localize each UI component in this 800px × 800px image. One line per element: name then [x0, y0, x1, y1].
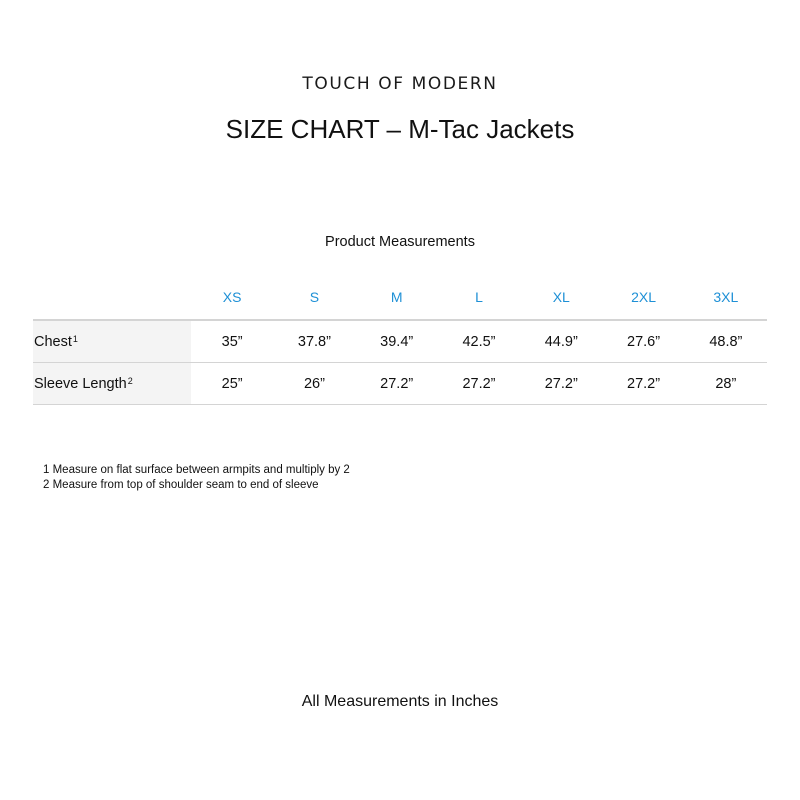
- footnote-2: 2 Measure from top of shoulder seam to end of sleeve: [43, 479, 319, 491]
- table-cell: 27.2”: [602, 363, 684, 405]
- size-header-l: L: [438, 275, 520, 320]
- row-label-text: Chest: [34, 333, 72, 350]
- size-header-2xl: 2XL: [602, 275, 684, 320]
- size-chart-table: [33, 275, 767, 405]
- row-label-sleeve-length: [33, 363, 191, 405]
- brand-logo: TOUCH OF MODERN: [302, 74, 498, 94]
- footnote-1: 1 Measure on flat surface between armpits and multiply by 2: [43, 464, 350, 476]
- table-cell: 27.2”: [356, 363, 438, 405]
- size-header-s: S: [273, 275, 355, 320]
- table-cell: 39.4”: [356, 320, 438, 363]
- header-corner-cell: [33, 275, 191, 320]
- table-cell: 27.6”: [602, 320, 684, 363]
- table-cell: 28”: [685, 363, 767, 405]
- table-caption: Product Measurements: [325, 234, 475, 250]
- table-cell: 42.5”: [438, 320, 520, 363]
- table-cell: 26”: [273, 363, 355, 405]
- size-header-m: M: [356, 275, 438, 320]
- table-cell: 27.2”: [520, 363, 602, 405]
- size-header-3xl: 3XL: [685, 275, 767, 320]
- size-header-row: [33, 275, 767, 320]
- table-cell: 25”: [191, 363, 273, 405]
- size-header-xl: XL: [520, 275, 602, 320]
- table-cell: 48.8”: [685, 320, 767, 363]
- table-cell: 37.8”: [273, 320, 355, 363]
- table-cell: 27.2”: [438, 363, 520, 405]
- size-header-xs: XS: [191, 275, 273, 320]
- table-row-chest: [33, 320, 767, 363]
- footnotes: [43, 463, 350, 493]
- table-cell: 44.9”: [520, 320, 602, 363]
- table-row-sleeve-length: [33, 363, 767, 405]
- row-label-chest: [33, 320, 191, 363]
- units-note: All Measurements in Inches: [301, 693, 499, 710]
- footnote-ref: 2: [127, 375, 133, 386]
- row-label-text: Sleeve Length: [34, 375, 127, 392]
- page-title: SIZE CHART – M-Tac Jackets: [225, 114, 575, 144]
- table-cell: 35”: [191, 320, 273, 363]
- footnote-ref: 1: [72, 333, 78, 344]
